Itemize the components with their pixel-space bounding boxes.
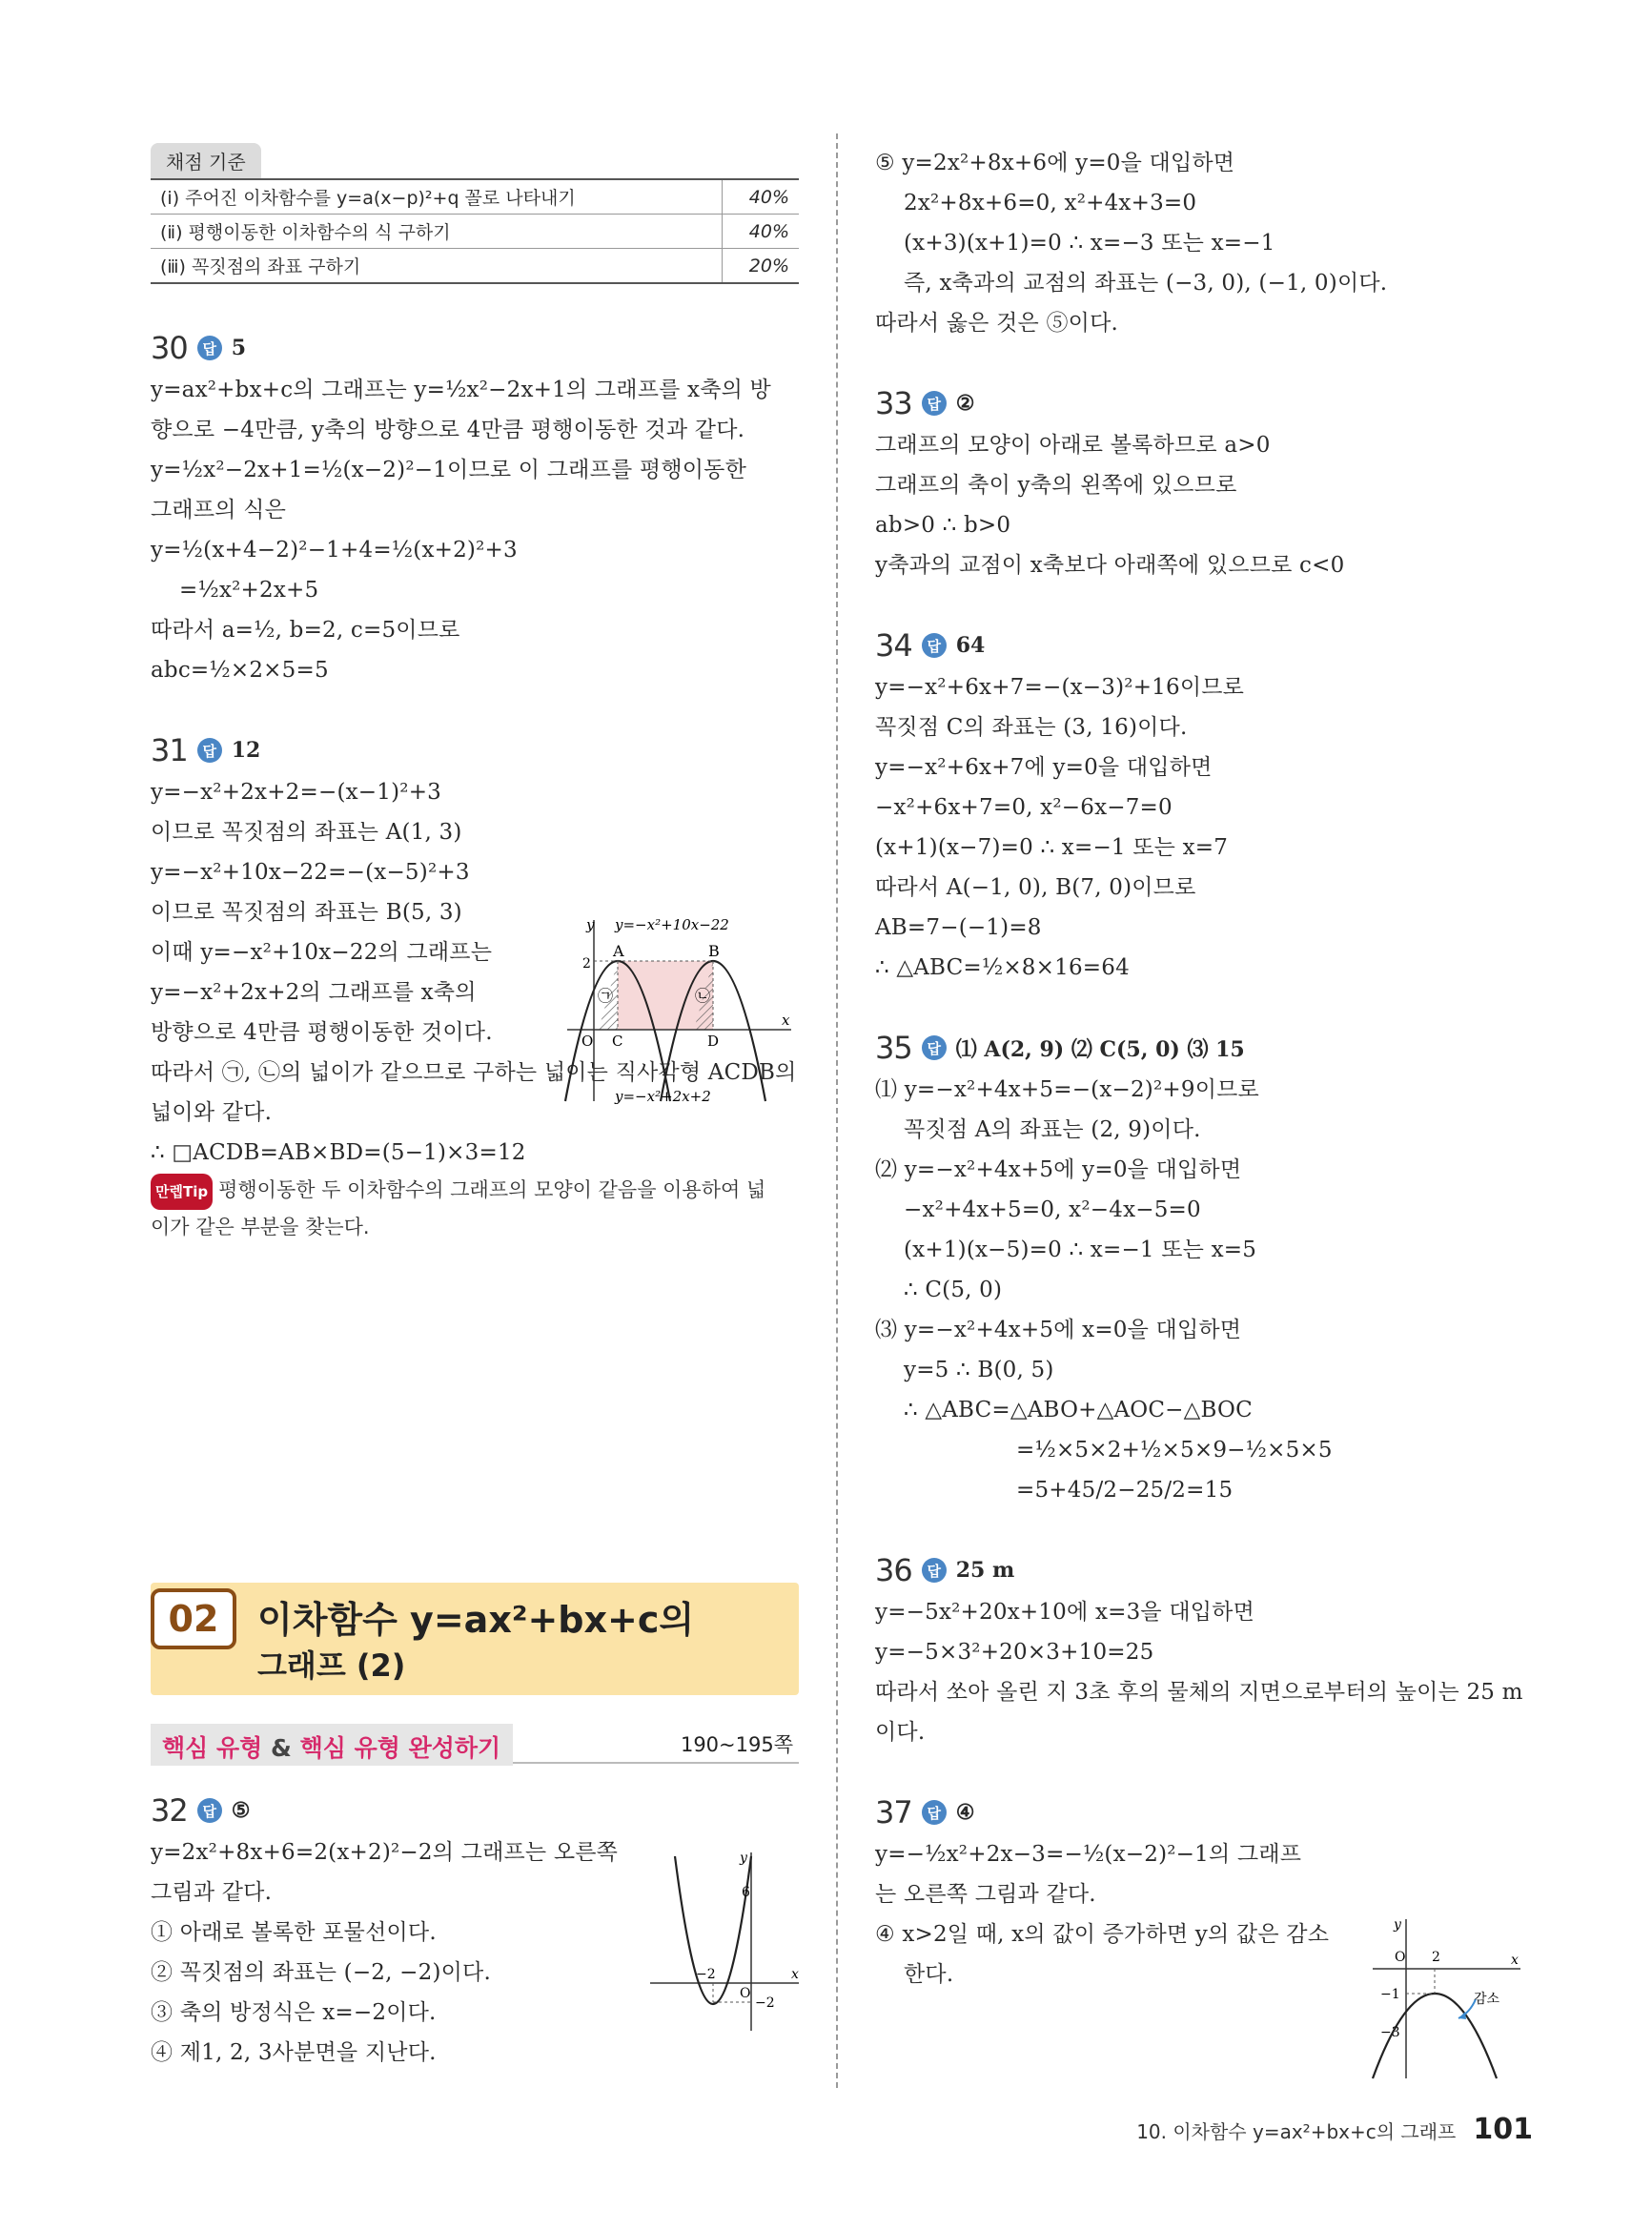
answer-value: 12 xyxy=(231,738,261,763)
solution-line: 한다. xyxy=(904,1962,954,1987)
divider-rule xyxy=(513,1762,799,1764)
subsection-part-1: 핵심 유형 xyxy=(162,1734,263,1762)
region-label: ㉠ xyxy=(598,987,614,1005)
answer-value: ④ xyxy=(955,1800,975,1825)
solution-line: ⑤ y=2x²+8x+6에 y=0을 대입하면 xyxy=(875,151,1235,175)
column-divider xyxy=(836,133,838,2088)
answer-badge: 답 xyxy=(922,391,947,416)
solution-line: y축과의 교점이 x축보다 아래쪽에 있으므로 c<0 xyxy=(875,553,1345,578)
solution-line: y=−x²+2x+2=−(x−1)²+3 xyxy=(151,780,441,805)
question-number: 37 xyxy=(875,1794,912,1831)
answer-badge: 답 xyxy=(922,1035,947,1060)
solution-line: y=2x²+8x+6=2(x+2)²−2의 그래프는 오른쪽 xyxy=(151,1840,619,1865)
solution-line: =½×5×2+½×5×9−½×5×5 xyxy=(1016,1438,1333,1463)
table-row xyxy=(151,249,799,284)
question-number: 31 xyxy=(151,732,188,768)
solution-line: (x+3)(x+1)=0 ∴ x=−3 또는 x=−1 xyxy=(904,231,1275,256)
tip-badge: 만렙Tip xyxy=(151,1174,213,1210)
solution-line: ④ 제1, 2, 3사분면을 지난다. xyxy=(151,2040,437,2065)
solution-line: y=−x²+6x+7에 y=0을 대입하면 xyxy=(875,755,1213,780)
tick-label: −2 xyxy=(696,1967,716,1982)
solution-line: =5+45/2−25/2=15 xyxy=(1016,1478,1234,1503)
answer-badge: 답 xyxy=(922,1800,947,1825)
criteria-label: (ⅱ) 평행이동한 이차함수의 식 구하기 xyxy=(151,215,723,249)
answer-badge: 답 xyxy=(197,738,222,763)
solution-line: AB=7−(−1)=8 xyxy=(875,915,1042,940)
solution-line: 그래프의 축이 y축의 왼쪽에 있으므로 xyxy=(875,473,1237,498)
origin-label: O xyxy=(740,1986,751,2001)
axis-label-y: y xyxy=(586,916,595,933)
axis-label-x: x xyxy=(1511,1953,1519,1968)
solution-line: ab>0 ∴ b>0 xyxy=(875,513,1011,538)
solution-line: 꼭짓점 C의 좌표는 (3, 16)이다. xyxy=(875,715,1188,740)
question-number: 32 xyxy=(151,1792,188,1829)
question-32-cont xyxy=(875,143,1533,343)
tick-label: 2 xyxy=(582,956,591,972)
solution-line: ∴ C(5, 0) xyxy=(904,1278,1003,1302)
curve-label: y=−x²+2x+2 xyxy=(615,1088,711,1105)
amp: & xyxy=(271,1734,292,1762)
solution-line: y=−x²+10x−22=−(x−5)²+3 xyxy=(151,860,470,885)
solution-line: 따라서 A(−1, 0), B(7, 0)이므로 xyxy=(875,875,1196,900)
criteria-box xyxy=(151,143,799,284)
solution-line: y=−½x²+2x−3=−½(x−2)²−1의 그래프 xyxy=(875,1842,1302,1867)
question-number: 36 xyxy=(875,1552,912,1588)
point-label: D xyxy=(707,1033,720,1050)
subsection-bar xyxy=(151,1724,799,1766)
answer-badge: 답 xyxy=(922,633,947,658)
solution-line: 따라서 옳은 것은 ⑤이다. xyxy=(875,311,1119,336)
solution-line: 따라서 a=½, b=2, c=5이므로 xyxy=(151,618,460,643)
tick-label: 2 xyxy=(1432,1950,1440,1965)
table-row xyxy=(151,215,799,249)
point-label: A xyxy=(613,942,624,960)
solution-line: y=½x²−2x+1=½(x−2)²−1이므로 이 그래프를 평행이동한 xyxy=(151,458,747,482)
axis-label-x: x xyxy=(782,1012,790,1029)
solution-line: 이다. xyxy=(875,1720,926,1745)
curve-label: y=−x²+10x−22 xyxy=(615,916,729,933)
answer-value: ② xyxy=(955,391,975,416)
section-title-2: 그래프 (2) xyxy=(257,1647,406,1684)
region-label: ㉡ xyxy=(695,987,711,1005)
answer-badge: 답 xyxy=(197,336,222,360)
footer-title: 10. 이차함수 y=ax²+bx+c의 그래프 xyxy=(1136,2120,1457,2143)
tick-label: 6 xyxy=(742,1885,750,1900)
criteria-pct: 20% xyxy=(723,249,800,284)
solution-line: 넓이와 같다. xyxy=(151,1100,273,1125)
tip-text: 평행이동한 두 이차함수의 그래프의 모양이 같음을 이용하여 넓 xyxy=(218,1178,766,1201)
solution-line: ∴ △ABC=½×8×16=64 xyxy=(875,955,1130,980)
section-title: 이차함수 y=ax²+bx+c의 xyxy=(257,1599,695,1641)
arrowhead-icon xyxy=(1458,2012,1466,2019)
subsection-part-2: 핵심 유형 완성하기 xyxy=(299,1734,501,1762)
solution-line: ④ x>2일 때, x의 값이 증가하면 y의 값은 감소 xyxy=(875,1922,1330,1947)
criteria-tab: 채점 기준 xyxy=(151,143,261,178)
solution-line: y=−5×3²+20×3+10=25 xyxy=(875,1640,1154,1665)
page-range: 190~195쪽 xyxy=(680,1733,793,1756)
criteria-table xyxy=(151,178,799,284)
tick-label: −3 xyxy=(1380,2025,1400,2040)
solution-line: ① 아래로 볼록한 포물선이다. xyxy=(151,1920,437,1945)
question-number: 34 xyxy=(875,627,912,664)
solution-line: 방향으로 4만큼 평행이동한 것이다. xyxy=(151,1020,493,1045)
question-number: 33 xyxy=(875,385,912,421)
solution-line: 이므로 꼭짓점의 좌표는 B(5, 3) xyxy=(151,900,462,925)
solution-line: 그래프의 모양이 아래로 볼록하므로 a>0 xyxy=(875,433,1271,458)
question-number: 35 xyxy=(875,1030,912,1066)
question-30 xyxy=(151,330,799,690)
solution-line: 그래프의 식은 xyxy=(151,498,287,522)
solution-line: (x+1)(x−7)=0 ∴ x=−1 또는 x=7 xyxy=(875,835,1229,860)
solution-line: ∴ □ACDB=AB×BD=(5−1)×3=12 xyxy=(151,1140,526,1165)
solution-line: 따라서 ㉠, ㉡의 넓이가 같으므로 구하는 넓이는 직사각형 ACDB의 xyxy=(151,1060,797,1085)
answer-value: ⑴ A(2, 9) ⑵ C(5, 0) ⑶ 15 xyxy=(955,1036,1245,1062)
tip-box xyxy=(151,1173,799,1210)
answer-value: ⑤ xyxy=(231,1798,251,1823)
tick-label: −1 xyxy=(1380,1987,1400,2002)
solution-line: 향으로 −4만큼, y축의 방향으로 4만큼 평행이동한 것과 같다. xyxy=(151,418,745,442)
decrease-label: 감소 xyxy=(1474,1992,1500,2007)
solution-line: ③ 축의 방정식은 x=−2이다. xyxy=(151,2000,437,2025)
solution-line: =½x²+2x+5 xyxy=(179,578,319,603)
table-row xyxy=(151,179,799,215)
subsection-label xyxy=(162,1729,500,1764)
answer-badge: 답 xyxy=(922,1558,947,1583)
criteria-pct: 40% xyxy=(723,215,800,249)
solution-line: 는 오른쪽 그림과 같다. xyxy=(875,1882,1096,1907)
section-banner xyxy=(151,1583,799,1695)
axis-label-y: y xyxy=(740,1851,747,1866)
solution-line: ∴ △ABC=△ABO+△AOC−△BOC xyxy=(904,1398,1253,1422)
solution-line: y=−5x²+20x+10에 x=3을 대입하면 xyxy=(875,1600,1255,1625)
axis-label-y: y xyxy=(1394,1917,1401,1933)
solution-line: −x²+6x+7=0, x²−6x−7=0 xyxy=(875,795,1173,820)
solution-line: y=ax²+bx+c의 그래프는 y=½x²−2x+1의 그래프를 x축의 방 xyxy=(151,378,771,402)
solution-line: 2x²+8x+6=0, x²+4x+3=0 xyxy=(904,191,1197,215)
solution-line: y=½(x+4−2)²−1+4=½(x+2)²+3 xyxy=(151,538,518,563)
criteria-label: (ⅰ) 주어진 이차함수를 y=a(x−p)²+q 꼴로 나타내기 xyxy=(151,179,723,215)
question-33 xyxy=(875,385,1533,585)
answer-badge: 답 xyxy=(197,1798,222,1823)
solution-line: (x+1)(x−5)=0 ∴ x=−1 또는 x=5 xyxy=(904,1238,1257,1262)
point-label: C xyxy=(612,1033,623,1050)
question-number: 30 xyxy=(151,330,188,366)
section-number: 02 xyxy=(151,1588,236,1649)
question-35 xyxy=(875,1030,1533,1510)
solution-line: ⑴ y=−x²+4x+5=−(x−2)²+9이므로 xyxy=(875,1077,1259,1102)
solution-line: y=5 ∴ B(0, 5) xyxy=(904,1358,1054,1382)
origin-label: O xyxy=(581,1033,594,1050)
answer-value: 25 m xyxy=(955,1558,1015,1583)
point-label: B xyxy=(708,942,720,960)
solution-line: 이때 y=−x²+10x−22의 그래프는 xyxy=(151,940,493,965)
solution-line: 따라서 쏘아 올린 지 3초 후의 물체의 지면으로부터의 높이는 25 m xyxy=(875,1680,1523,1705)
q31-graph xyxy=(558,901,806,1111)
q37-graph xyxy=(1363,1912,1525,2083)
solution-line: 이므로 꼭짓점의 좌표는 A(1, 3) xyxy=(151,820,462,845)
answer-value: 64 xyxy=(955,633,986,658)
q32-graph xyxy=(648,1845,806,2036)
solution-line: y=−x²+6x+7=−(x−3)²+16이므로 xyxy=(875,675,1245,700)
solution-line: y=−x²+2x+2의 그래프를 x축의 xyxy=(151,980,477,1005)
solution-line: ⑶ y=−x²+4x+5에 x=0을 대입하면 xyxy=(875,1318,1242,1342)
solution-line: ② 꼭짓점의 좌표는 (−2, −2)이다. xyxy=(151,1960,491,1985)
origin-label: O xyxy=(1395,1950,1406,1965)
tick-label: −2 xyxy=(755,1995,775,2011)
question-34 xyxy=(875,627,1533,988)
solution-line: ⑵ y=−x²+4x+5에 y=0을 대입하면 xyxy=(875,1157,1242,1182)
page-number: 101 xyxy=(1473,2113,1533,2146)
criteria-pct: 40% xyxy=(723,179,800,215)
page-footer xyxy=(1136,2113,1533,2146)
right-column xyxy=(875,143,1533,1995)
solution-line: 즉, x축과의 교점의 좌표는 (−3, 0), (−1, 0)이다. xyxy=(904,271,1388,296)
solution-line: −x²+4x+5=0, x²−4x−5=0 xyxy=(904,1197,1201,1222)
solution-line: 꼭짓점 A의 좌표는 (2, 9)이다. xyxy=(904,1117,1201,1142)
solution-line: 그림과 같다. xyxy=(151,1880,273,1905)
axis-label-x: x xyxy=(791,1967,799,1982)
question-36 xyxy=(875,1552,1533,1752)
tip-text: 이가 같은 부분을 찾는다. xyxy=(151,1216,370,1238)
solution-line: abc=½×2×5=5 xyxy=(151,658,329,683)
answer-value: 5 xyxy=(231,336,247,360)
criteria-label: (ⅲ) 꼭짓점의 좌표 구하기 xyxy=(151,249,723,284)
